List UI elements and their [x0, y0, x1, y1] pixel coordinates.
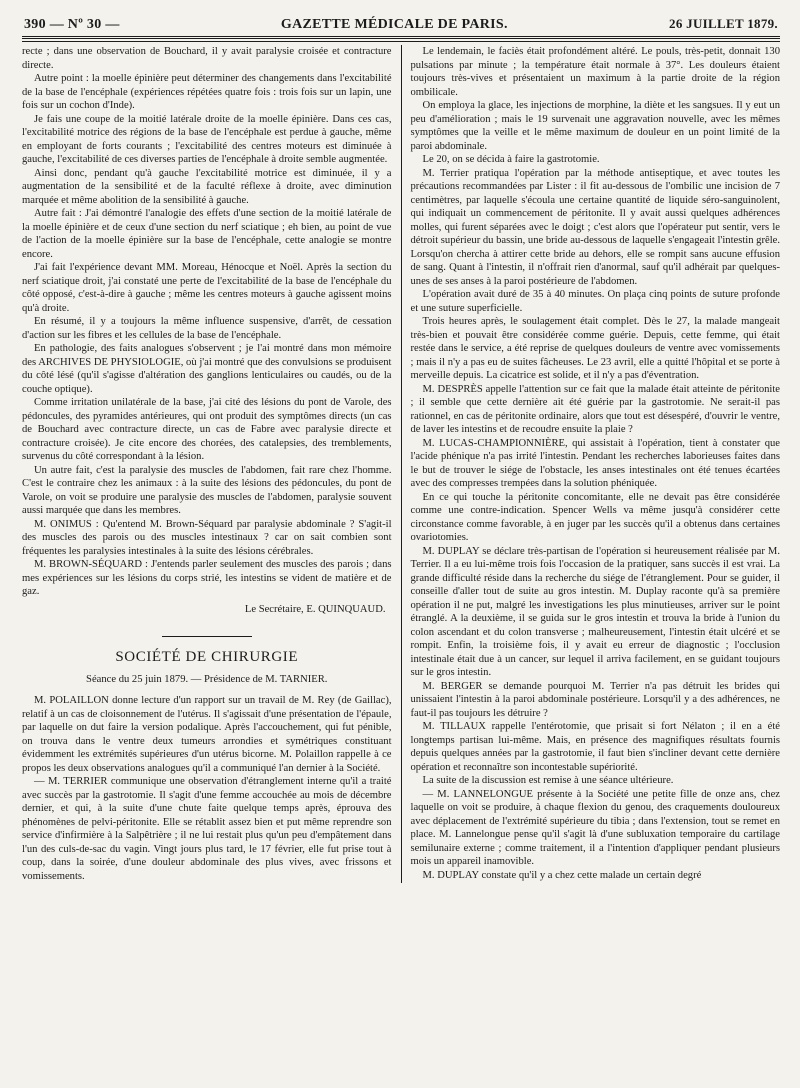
paragraph: Autre fait : J'ai démontré l'analogie des effets d'une section de la moitié latérale de la moelle épinière et de ceux d'une section du nerf sciatique ; eh bien, au point de vue de l'action de la moelle épinière sur la base de l'encéphale, cette analogie se montre encore.	[22, 208, 392, 260]
paragraph: M. ONIMUS : Qu'entend M. Brown-Séquard par paralysie abdominale ? S'agit-il des muscles des parois ou des muscles intestinaux ? car on sait combien sont fréquentes les paralysies intestinales à la suite des lésions cérébrales.	[22, 518, 392, 557]
paragraph: M. LUCAS-CHAMPIONNIÈRE, qui assistait à l'opération, tient à constater que l'acide phénique n'a pas irrité l'intestin. Pendant les recherches laborieuses faites dans le but de trouver le siége de l'obstacle, les anses intestinales ont été tenues écartées avec des compresses trempées dans la solution phéniquée.	[410, 437, 781, 489]
section-title: SOCIÉTÉ DE CHIRURGIE	[115, 649, 299, 665]
paragraph: M. BERGER se demande pourquoi M. Terrier n'a pas détruit les brides qui unissaient l'intestin à la paroi abdominale postérieure. Lorsqu'il y a des adhérences, ne faut-il pas toujours les détruire ?	[410, 680, 781, 719]
session-line: Séance du 25 juin 1879. — Présidence de M. TARNIER.	[86, 673, 328, 685]
issue-date: 26 JUILLET 1879.	[669, 16, 778, 31]
paragraph: J'ai fait l'expérience devant MM. Moreau, Hénocque et Noël. Après la section du nerf sciatique droit, j'ai constaté une perte de l'excitabilité de la base de l'encéphale du côté opposé, c'est-à-dire à gauche ; même les centres moteurs à gauche agissent moins qu'à droite.	[22, 262, 392, 314]
page-header	[22, 16, 780, 36]
paragraph: Le lendemain, le faciès était profondément altéré. Le pouls, très-petit, donnait 130 pulsations par minute ; la température était normale à 37°. Les douleurs étaient toujours très-vives et présentaient un maximum à la partie droite de la région ombilicale.	[410, 46, 781, 98]
paragraph: Un autre fait, c'est la paralysie des muscles de l'abdomen, fait rare chez l'homme. C'est le contraire chez les animaux : à la suite des lésions des pédoncules, du pont de Varole, on voit se produire une paralysie des muscles de l'abdomen, paralysie souvent aussi marquée que dans les membres.	[22, 464, 392, 516]
paragraph: recte ; dans une observation de Bouchard, il y avait paralysie croisée et contracture directe.	[22, 46, 392, 71]
journal-title: GAZETTE MÉDICALE DE PARIS.	[280, 17, 508, 32]
paragraph: Je fais une coupe de la moitié latérale droite de la moelle épinière. Dans ces cas, l'excitabilité motrice des régions de la base de l'encéphale est perdue à gauche, même en employant de forts courants ; l'excitabilité des centres moteurs est diminuée à gauche, l'excitabilité de ces diverses parties de l'encéphale à droite semble augmentée.	[22, 113, 392, 165]
paragraph: M. TILLAUX rappelle l'entérotomie, que prisait si fort Nélaton ; il en a été longtemps partisan lui-même. Mais, en présence des magnifiques résultats fournis depuis quelques années par la gastrotomie, il faut bien s'incliner devant cette dernière opération et reconnaître son incontestable supériorité.	[410, 721, 781, 773]
header-rule	[22, 36, 780, 42]
paragraph: M. DUPLAY constate qu'il y a chez cette malade un certain degré	[422, 869, 702, 881]
section-divider	[162, 636, 252, 637]
paragraph: M. BROWN-SÉQUARD : J'entends parler seulement des muscles des parois ; dans mes expériences sur les lésions du corps strié, les intestins se vident de matière et de gaz.	[22, 559, 392, 597]
paragraph: — M. TERRIER communique une observation d'étranglement interne qu'il a traité avec succès par la gastrotomie. Il s'agit d'une femme accouchée au mois de décembre dernier, et qui, à la suite d'une chute faite quelque temps après, éprouva des phénomènes de pelvi-péritonite. Elle se rétablit assez bien et put même reprendre son service d'infirmière à la Salpêtrière ; il ne lui restait plus qu'un peu d'empâtement dans l'un des culs-de-sac du vagin. Vingt jours plus tard, le 17 février, elle fut prise tout à coup, dans la soirée, d'une douleur abdominale des plus vives, avec frissons et vomissements.	[22, 776, 392, 882]
paragraph: En ce qui touche la péritonite concomitante, elle ne devait pas être considérée comme une contre-indication. Spencer Wells va même jusqu'à considérer cette circonstance comme favorable, à en juger par les succès qu'il a obtenus dans certaines ovariotomies.	[410, 491, 781, 543]
paragraph: Trois heures après, le soulagement était complet. Dès le 27, la malade mangeait très-bien et pouvait être considérée comme guérie. Depuis, cette femme, qui était restée dans le service, a été reprise de quelques douleurs de ventre avec vomissements ; mais il n'y a pas eu de suites fâcheuses. Le 23 avril, elle a quitté l'hôpital et se porte à merveille depuis. La cicatrice est solide, et il n'y a pas d'éventration.	[410, 316, 781, 381]
paragraph: Le 20, on se décida à faire la gastrotomie.	[422, 154, 600, 165]
paragraph: La suite de la discussion est remise à une séance ultérieure.	[422, 775, 674, 786]
paragraph: Ainsi donc, pendant qu'à gauche l'excitabilité motrice est diminuée, il y a augmentation de la sensibilité et de la faculté réflexe à droite, avec diminution marquée et même abolition de la sensibilité à gauche.	[22, 167, 392, 206]
paragraph: — M. LANNELONGUE présente à la Société une petite fille de onze ans, chez laquelle on voit se produire, à chaque flexion du genou, des craquements douloureux avec déplacement de l'extrémité supérieure du tibia ; dans l'extension, tout se remet en place. M. Lannelongue pense qu'il s'agit là d'une subluxation temporaire du cartilage semilunaire externe ; comme traitement, il a l'intention d'appliquer pendant plusieurs mois un appareil inamovible.	[410, 788, 781, 867]
paragraph: On employa la glace, les injections de morphine, la diète et les sangsues. Il y eut un peu d'amélioration ; mais le 19 survenait une aggravation nouvelle, avec les mêmes symptômes que la veille et le même maximum de douleur en un point limité de la paroi abdominale.	[410, 100, 781, 152]
paragraph: M. Terrier pratiqua l'opération par la méthode antiseptique, et avec toutes les précautions recommandées par Lister : il fit au-dessous de l'ombilic une incision de 7 centimètres, par laquelle s'écoula une certaine quantité de liquide séro-sanguinolent, qui indiquait un commencement de péritonite. Il y avait aussi quelques adhérences molles, qui furent séparées avec le doigt ; c'est alors que l'opérateur put sentir, vers le détroit supérieur du bassin, une bride au-dessous de laquelle s'engageait l'intestin grêle. Lorsqu'on chercha à attirer cette bride au dehors, elle se rompit sans aucune effusion de sang. Quant à l'intestin, il n'offrait rien d'anormal, sauf qu'il adhérait par quelques-unes de ses anses à la paroi postérieure de l'abdomen.	[410, 167, 781, 287]
paragraph: Comme irritation unilatérale de la base, j'ai cité des lésions du pont de Varole, des pédoncules, des pyramides antérieures, qui ont produit des symptômes directs (un cas de Bouchard avec contracture directe, un cas de Fabre avec paralysie directe et contracture croisée). Je cite encore des chorées, des catalepsies, des tremblements, survenus du côté correspondant à la lésion.	[22, 397, 392, 462]
secretary-signature: Le Secrétaire, E. QUINQUAUD.	[244, 603, 386, 615]
paragraph: En résumé, il y a toujours la même influence suspensive, d'arrêt, de cessation d'action sur les fibres et les cellules de la base de l'encéphale.	[22, 316, 392, 341]
page-number: 390 — Nº 30 —	[24, 17, 120, 32]
paragraph: L'opération avait duré de 35 à 40 minutes. On plaça cinq points de suture profonde et une suture superficielle.	[410, 289, 781, 314]
paragraph: Autre point : la moelle épinière peut déterminer des changements dans l'excitabilité de la base de l'encéphale (expériences répétées quatre fois : trois fois sur un lapin, une fois sur un cochon d'Inde).	[22, 73, 392, 111]
left-column	[22, 45, 401, 883]
paragraph: M. POLAILLON donne lecture d'un rapport sur un travail de M. Rey (de Gaillac), relatif à un cas de cloisonnement de l'utérus. Il s'agissait d'une présentation de l'épaule, par laquelle on dut faire la version podalique. Après l'accouchement, qui fut pénible, on trouva dans le ventre deux tumeurs arrondies et symétriques constituant évidemment les extrémités supérieures d'un utérus bicorne. M. Polaillon rappelle à ce propos les deux observations analogues qu'il a communiqué l'an dernier à la Société.	[22, 695, 392, 774]
paragraph: M. DESPRÈS appelle l'attention sur ce fait que la malade était atteinte de péritonite ; il semble que cette dernière ait été guérie par la gastrotomie. Ne serait-il pas rationnel, en cas de péritonite ordinaire, alors que tout est désespéré, d'ouvrir le ventre, de laver les intestins et de recoudre ensuite la plaie ?	[410, 383, 781, 435]
paragraph: M. DUPLAY se déclare très-partisan de l'opération si heureusement réalisée par M. Terrier. Il a eu lui-même trois fois l'occasion de la pratiquer, sans succès il est vrai. La grande difficulté réside dans la recherche du siége de l'étranglement. Pour se guider, il conseille d'aller tout de suite au gros intestin. M. Duplay raconte qu'à sa première opération il ne put, malgré les investigations les plus minutieuses, arriver sur le point étranglé. A la deuxième, il se guida sur le gros intestin et trouva la bride à l'union du colon ascendant et du colon transverse ; malheureusement, l'intestin était ulcéré et se rompit. Enfin, la troisième fois, il y avait eu erreur de diagnostic ; l'occlusion intestinale était due à un cancer, sur lequel il arriva facilement, en se guidant toujours sur le gros intestin.	[410, 545, 781, 678]
text-columns	[22, 45, 780, 883]
right-column	[402, 45, 781, 883]
paragraph: En pathologie, des faits analogues s'observent ; je l'ai montré dans mon mémoire des ARCHIVES DE PHYSIOLOGIE, où j'ai montré que des convulsions se produisent du côté lésé (qu'il s'agisse d'altération des ganglions lenticulaires ou caudés, ou de la couche optique).	[22, 343, 392, 395]
